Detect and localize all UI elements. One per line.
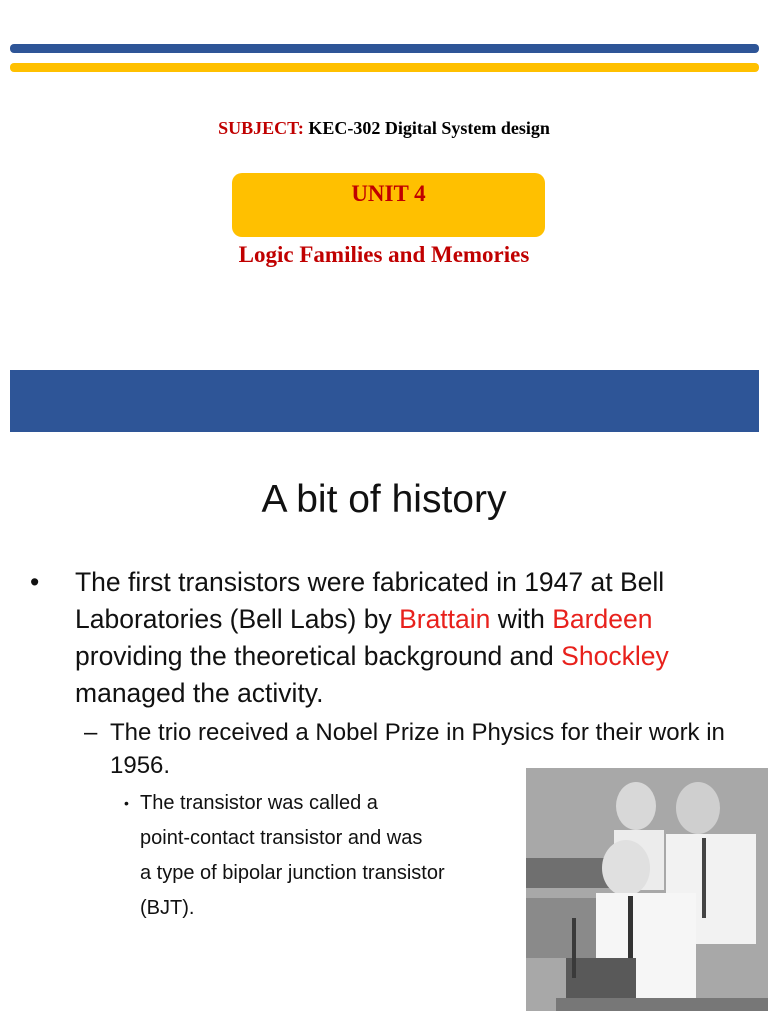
bullet-subsub: [124, 786, 514, 926]
bullet-main-part2: with: [490, 604, 553, 634]
bullet-main-text: [75, 564, 740, 712]
bullet-main-part1: The first transistors were fabricated in 1947 at Bell Laboratories (Bell Labs) by: [75, 567, 665, 634]
name-bardeen: Bardeen: [552, 604, 653, 634]
bullet-subsub-line: (BJT).: [140, 897, 195, 919]
subject-label: SUBJECT:: [218, 118, 304, 138]
historic-photo: [526, 768, 768, 1011]
bullet-main-part4: managed the activity.: [75, 678, 324, 708]
dash-icon: –: [84, 719, 98, 746]
bullet-sub-text: The trio received a Nobel Prize in Physics for their work in 1956.: [110, 719, 725, 779]
bullet-subsub-text: [140, 786, 514, 926]
bullet-subsub-line: point-contact transistor and was: [140, 827, 423, 849]
slide-title: A bit of history: [261, 478, 507, 521]
bullet-main-part3: providing the theoretical background and: [75, 641, 562, 671]
name-brattain: Brattain: [399, 604, 491, 634]
bullet-subsub-line: a type of bipolar junction transistor: [140, 862, 445, 884]
subject-value: KEC-302 Digital System design: [303, 118, 550, 138]
section-banner: [10, 370, 759, 432]
name-shockley: Shockley: [561, 641, 669, 671]
bullet-dot-icon: •: [30, 567, 40, 597]
bullet-subsub-line: The transistor was called a: [140, 792, 378, 814]
unit-subtitle: Logic Families and Memories: [238, 242, 530, 267]
scientists-photo-illustration: [526, 768, 768, 1011]
bullet-dot-small-icon: •: [124, 795, 129, 811]
subject-line: [0, 118, 768, 139]
top-blue-rule: [10, 44, 759, 53]
unit-title: UNIT 4: [351, 181, 426, 206]
bullet-main: [30, 564, 740, 712]
top-yellow-rule: [10, 63, 759, 72]
